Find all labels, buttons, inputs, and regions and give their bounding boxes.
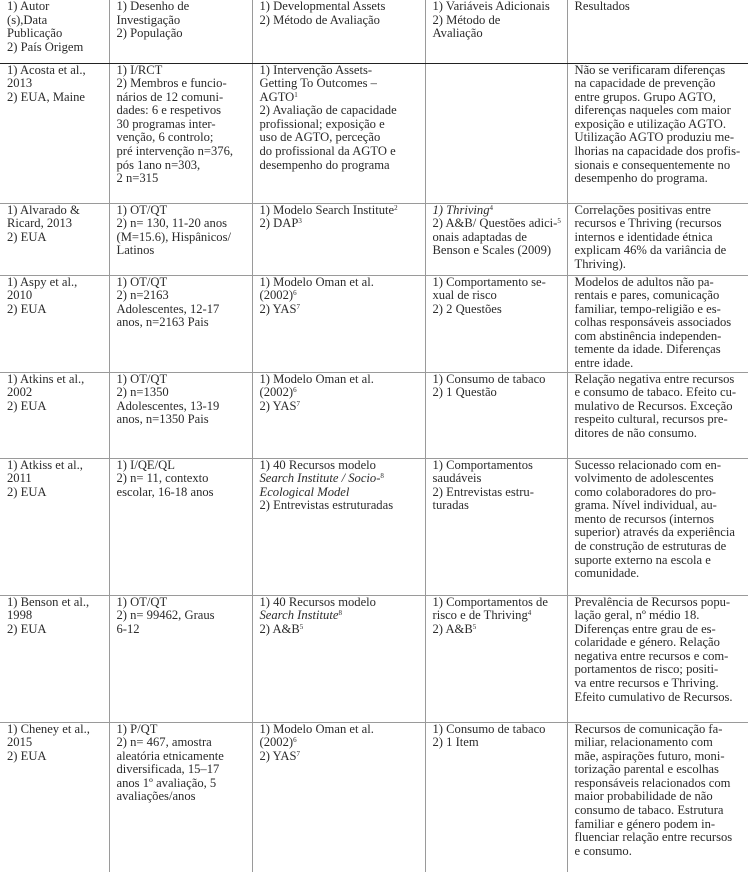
header-additional: 1) Variáveis Adicionais 2) Método de Avaliação — [425, 0, 567, 63]
table-row — [0, 275, 748, 372]
table-row — [0, 595, 748, 722]
cell-assets: 1) Modelo Oman et al. $(2002)^6$ 2) YAS$^7$ — [252, 722, 425, 872]
cell-additional: 1) Consumo de tabaco 2) 1 Item — [425, 722, 567, 872]
cell-author: 1) Aspy et al., 2010 2) EUA — [0, 275, 109, 372]
cell-results: Prevalência de Recursos popu- lação geral, nº médio 18. Diferenças entre grau de es- colaridade e género. Relação negativa entre recursos e com- portamentos de risco; positi- va entre recursos e Thriving. Efeito cumulativo de Recursos. — [567, 595, 748, 722]
cell-additional: 1) Thriving$^4$ 2) A&B/ Questões adici-$^5$ onais adaptadas de Benson e Scales (2009) — [425, 203, 567, 275]
cell-assets: 1) Modelo Oman et al. $(2002)^6$ 2) YAS$^7$ — [252, 275, 425, 372]
table-row — [0, 722, 748, 872]
header-results: Resultados — [567, 0, 748, 63]
cell-author: 1) Atkins et al., 2002 2) EUA — [0, 372, 109, 458]
cell-author: 1) Acosta et al., 2013 2) EUA, Maine — [0, 63, 109, 203]
cell-author: 1) Cheney et al., 2015 2) EUA — [7, 722, 90, 763]
cell-design: 1) I/QE/QL 2) n= 11, contexto escolar, 16-18 anos — [109, 458, 252, 595]
cell-results: Correlações positivas entre recursos e Thriving (recursos internos e identidade étnica explicam 46% da variância de Thriving). — [567, 203, 748, 275]
cell-design: 1) OT/QT 2) n= 130, 11-20 anos (M=15.6), Hispânicos/ Latinos — [109, 203, 252, 275]
cell-design: 1) OT/QT 2) n= 99462, Graus 6-12 — [109, 595, 252, 722]
cell-additional: 1) Comportamento se- xual de risco 2) 2 Questões — [425, 275, 567, 372]
cell-assets: 1) Modelo Oman et al. $(2002)^6$ 2) YAS$^7$ — [252, 372, 425, 458]
cell-design: 1) P/QT 2) n= 467, amostra aleatória etnicamente diversificada, 15–17 anos 1º avaliação, 5 avaliações/anos — [109, 722, 252, 872]
cell-author: 1) Alvarado & Ricard, 2013 2) EUA — [0, 203, 109, 275]
header-assets: 1) Developmental Assets 2) Método de Avaliação — [252, 0, 425, 63]
cell-additional — [425, 63, 567, 203]
cell-design: 1) OT/QT 2) n=2163 Adolescentes, 12-17 anos, n=2163 Pais — [109, 275, 252, 372]
cell-author: 1) Atkiss et al., 2011 2) EUA — [0, 458, 109, 595]
cell-assets: 1) 40 Recursos modelo Search Institute$^8$ 2) $A\&B^5$ — [252, 595, 425, 722]
cell-design: 1) I/RCT 2) Membros e funcio- nários de 12 comuni- dades: 6 e respetivos 30 programas inter- venção, 6 controlo; pré intervenção n=376, pós 1ano n=303, 2 n=315 — [109, 63, 252, 203]
cell-design: 1) OT/QT 2) n=1350 Adolescentes, 13-19 anos, n=1350 Pais — [109, 372, 252, 458]
table-row — [0, 372, 748, 458]
header-author: 1) Autor (s),Data Publicação 2) País Origem — [0, 0, 109, 63]
table-row — [0, 203, 748, 275]
cell-assets: 1) Intervenção Assets- Getting To Outcomes – AGTO$^1$ 2) Avaliação de capacidade profissional; exposição e uso de AGTO, perceção do profissional da AGTO e desempenho do programa — [252, 63, 425, 203]
cell-additional: 1) Comportamentos saudáveis 2) Entrevistas estru- turadas — [425, 458, 567, 595]
cell-assets: 1) Modelo Search Institute$^2$ 2) DAP$^3$ — [252, 203, 425, 275]
cell-additional: 1) Consumo de tabaco 2) 1 Questão — [425, 372, 567, 458]
cell-results: Não se verificaram diferenças na capacidade de prevenção entre grupos. Grupo AGTO, diferenças naqueles com maior exposição e utilização AGTO. Utilização AGTO produziu me- lhorias na capacidade dos profis- sionais e consequentemente no desempenho do programa. — [567, 63, 748, 203]
table-row — [0, 458, 748, 595]
cell-results: Sucesso relacionado com en- volvimento de adolescentes como colaboradores do pro- grama. Nível individual, au- mento de recursos (internos superior) através da experiência de construção de estruturas de suporte externo na escola e comunidade. — [567, 458, 748, 595]
cell-results: Relação negativa entre recursos e consumo de tabaco. Efeito cu- mulativo de Recursos. Exceção respeito cultural, recursos pre- ditores de não consumo. — [567, 372, 748, 458]
table-row — [0, 63, 748, 203]
header-design: 1) Desenho de Investigação 2) População — [109, 0, 252, 63]
cell-results: Modelos de adultos não pa- rentais e pares, comunicação familiar, tempo-religião e es- colhas responsáveis associados com abstinência independen- temente da idade. Diferenças entre idade. — [567, 275, 748, 372]
cell-assets: 1) 40 Recursos modelo Search Institute / Socio-$^8$ Ecological Model 2) Entrevistas estruturadas — [252, 458, 425, 595]
cell-results: Recursos de comunicação fa- miliar, relacionamento com mãe, aspirações futuro, moni- torização parental e escolhas responsáveis relacionados com maior probabilidade de não consumo de tabaco. Estrutura familiar e género podem in- fluenciar relação entre recursos e consumo. — [567, 722, 748, 872]
cell-author: 1) Benson et al., 1998 2) EUA — [0, 595, 109, 722]
cell-additional: 1) Comportamentos de risco e de Thriving$^4$ 2) $A\&B^5$ — [425, 595, 567, 722]
header-row — [0, 0, 748, 63]
